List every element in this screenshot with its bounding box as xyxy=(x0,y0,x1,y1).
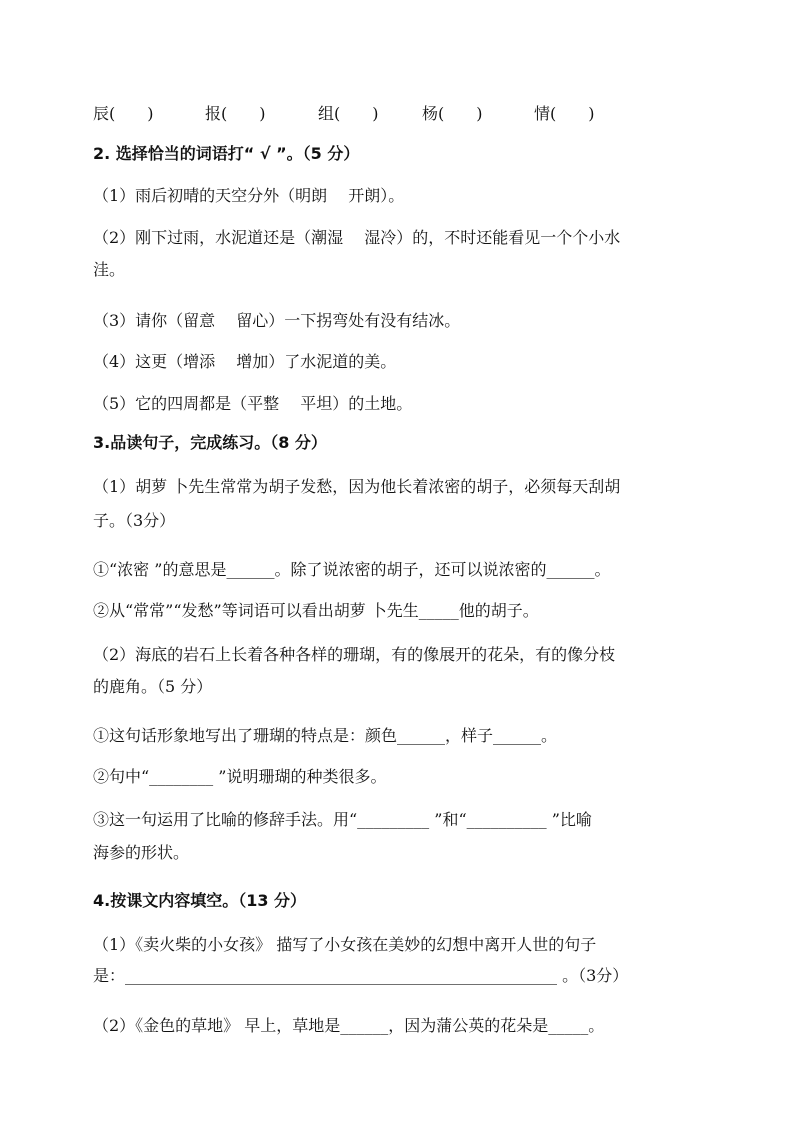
char-item: 辰( ) xyxy=(93,104,154,123)
question-line: ②从“常常”“发愁”等词语可以看出胡萝 卜先生_____他的胡子。 xyxy=(93,601,539,620)
question-line: （4）这更（增添 增加）了水泥道的美。 xyxy=(93,352,397,371)
question-line: （1）雨后初晴的天空分外（明朗 开朗）。 xyxy=(93,186,405,205)
question-4-heading: 4.按课文内容填空。（13 分） xyxy=(93,891,307,910)
question-line: 海参的形状。 xyxy=(93,843,190,862)
question-line: ③这一句运用了比喻的修辞手法。用“_________ ”和“__________ ”比喻 xyxy=(93,810,592,829)
question-line: 是：______________________________________________________ 。（3分） xyxy=(93,966,629,985)
question-line: （2）刚下过雨，水泥道还是（潮湿 湿冷）的，不时还能看见一个个小水 xyxy=(93,228,621,247)
question-line: （1）胡萝 卜先生常常为胡子发愁，因为他长着浓密的胡子，必须每天刮胡 xyxy=(93,477,621,496)
question-line: ①“浓密 ”的意思是______。除了说浓密的胡子，还可以说浓密的______。 xyxy=(93,560,611,579)
question-3-heading: 3.品读句子，完成练习。（8 分） xyxy=(93,433,327,452)
question-line: ②句中“________ ”说明珊瑚的种类很多。 xyxy=(93,767,387,786)
question-line: （2）海底的岩石上长着各种各样的珊瑚，有的像展开的花朵，有的像分枝 xyxy=(93,645,616,664)
question-line: ①这句话形象地写出了珊瑚的特点是：颜色______，样子______。 xyxy=(93,726,558,745)
question-line: （2）《金色的草地》 早上，草地是______，因为蒲公英的花朵是_____。 xyxy=(93,1016,605,1035)
question-2-heading: 2. 选择恰当的词语打“ √ ”。（5 分） xyxy=(93,144,360,163)
question-line: 的鹿角。（5 分） xyxy=(93,677,213,696)
question-line: （1）《卖火柴的小女孩》 描写了小女孩在美妙的幻想中离开人世的句子 xyxy=(93,935,597,954)
character-row xyxy=(93,101,713,123)
char-item: 情( ) xyxy=(534,104,595,123)
question-line: （3）请你（留意 留心）一下拐弯处有没有结冰。 xyxy=(93,311,461,330)
char-item: 组( ) xyxy=(318,104,379,123)
question-line: 子。（3分） xyxy=(93,511,176,530)
question-line: 洼。 xyxy=(93,260,126,279)
char-item: 报( ) xyxy=(205,104,266,123)
question-line: （5）它的四周都是（平整 平坦）的土地。 xyxy=(93,394,413,413)
char-item: 杨( ) xyxy=(422,104,483,123)
